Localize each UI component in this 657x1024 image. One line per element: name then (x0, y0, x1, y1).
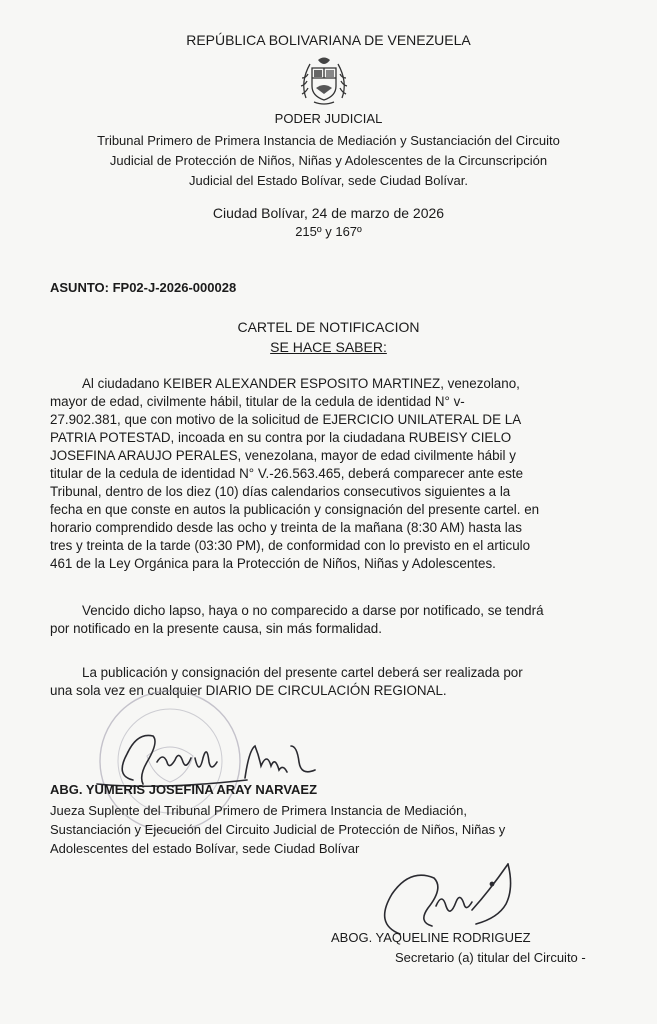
paragraph-line (50, 375, 592, 393)
paragraph-line: titular de la cedula de identidad N° V.-26.563.465, deberá comparecer ante este (50, 466, 524, 481)
paragraph-line: una sola vez en cualquier DIARIO DE CIRCULACIÓN REGIONAL. (50, 683, 447, 698)
notice-subtitle: SE HACE SABER: (270, 339, 387, 355)
paragraph-line: Tribunal, dentro de los diez (10) días calendarios consecutivos siguientes a la (50, 484, 511, 499)
judge-role-line: Sustanciación y Ejecución del Circuito Judicial de Protección de Niños, Niñas y (50, 822, 506, 837)
court-line: Judicial de Protección de Niños, Niñas y Adolescentes de la Circunscripción (109, 153, 548, 168)
paragraph-text: Al ciudadano KEIBER ALEXANDER ESPOSITO MARTINEZ, venezolano, (82, 376, 520, 391)
judge-name: ABG. YUMERIS JOSEFINA ARAY NARVAEZ (50, 782, 318, 797)
secretary-role: Secretario (a) titular del Circuito - (395, 950, 586, 965)
paragraph-text: La publicación y consignación del presente cartel deberá ser realizada por (82, 665, 523, 680)
judge-role-line: Jueza Suplente del Tribunal Primero de Primera Instancia de Mediación, (50, 803, 467, 818)
secretary-name: ABOG. YAQUELINE RODRIGUEZ (331, 930, 531, 945)
paragraph-line (50, 664, 592, 682)
paragraph-line: por notificado en la presente causa, sin más formalidad. (50, 621, 382, 636)
secretary-signature (360, 860, 550, 940)
republic-heading: REPÚBLICA BOLIVARIANA DE VENEZUELA (186, 32, 471, 48)
branch-heading: PODER JUDICIAL (274, 111, 383, 126)
paragraph-text: Vencido dicho lapso, haya o no comparecido a darse por notificado, se tendrá (82, 603, 544, 618)
paragraph-line: mayor de edad, civilmente hábil, titular de la cedula de identidad N° v- (50, 394, 465, 409)
court-line: Tribunal Primero de Primera Instancia de Mediación y Sustanciación del Circuito (97, 133, 560, 148)
judge-role (50, 801, 598, 858)
paragraph-line: fecha en que conste en autos la publicación y consignación del presente cartel. en (50, 502, 540, 517)
court-line: Judicial del Estado Bolívar, sede Ciudad Bolívar. (189, 173, 468, 188)
paragraph-line: tres y treinta de la tarde (03:30 PM), de conformidad con lo previsto en el articulo (50, 538, 531, 553)
coat-of-arms-icon (292, 54, 356, 108)
paragraph-line: JOSEFINA ARAUJO PERALES, venezolana, mayor de edad civilmente hábil y (50, 448, 516, 463)
paragraph-1 (50, 375, 592, 573)
paragraph-line: 461 de la Ley Orgánica para la Protección de Niños, Niñas y Adolescentes. (50, 556, 496, 571)
paragraph-2 (50, 602, 592, 638)
court-heading (0, 131, 657, 191)
subject-line: ASUNTO: FP02-J-2026-000028 (50, 280, 237, 295)
notice-title: CARTEL DE NOTIFICACION (237, 319, 420, 335)
place-date: Ciudad Bolívar, 24 de marzo de 2026 (212, 205, 445, 221)
paragraph-line (50, 602, 592, 620)
paragraph-line: horario comprendido desde las ocho y treinta de la mañana (8:30 AM) hasta las (50, 520, 522, 535)
judge-role-line: Adolescentes del estado Bolívar, sede Ciudad Bolívar (50, 841, 360, 856)
years: 215º y 167º (295, 224, 362, 239)
paragraph-line: PATRIA POTESTAD, incoada en su contra por la ciudadana RUBEISY CIELO (50, 430, 512, 445)
paragraph-line: 27.902.381, que con motivo de la solicitud de EJERCICIO UNILATERAL DE LA (50, 412, 522, 427)
